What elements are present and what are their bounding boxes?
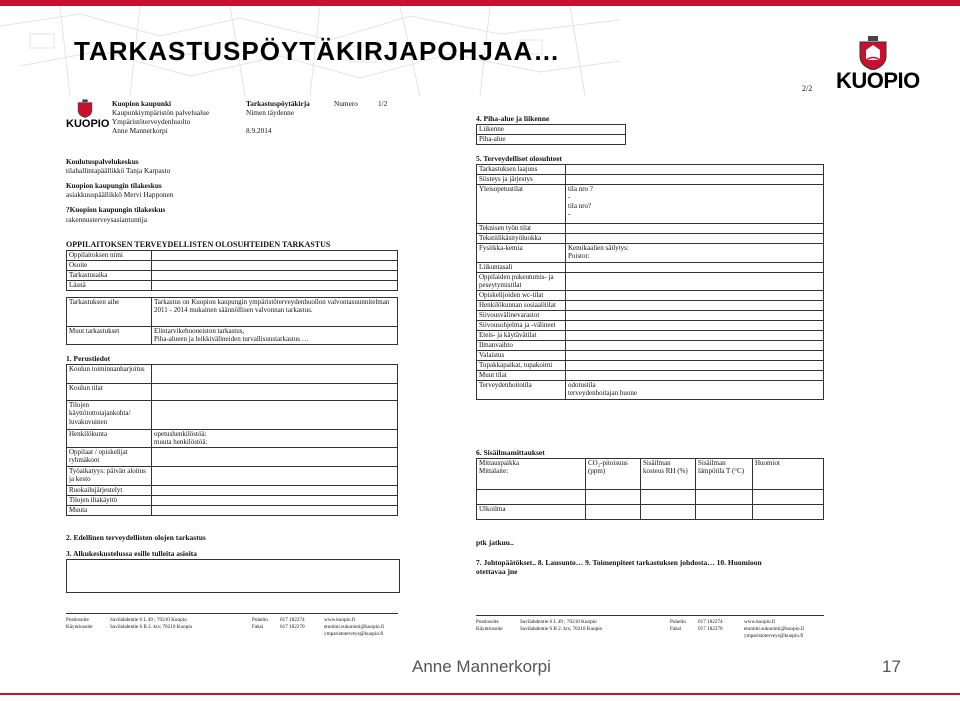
recipient-person: tilahallintapäällikkö Tanja Karpasto <box>66 166 171 176</box>
doc-logo-wordmark: KUOPIO <box>66 118 110 130</box>
condition-value <box>566 310 824 320</box>
footer-address: Savilahdentie 6 B 2. krs; 70210 Kuopio <box>110 624 193 630</box>
condition-label: Ilmanvaihto <box>477 340 566 350</box>
condition-value <box>566 320 824 330</box>
section3-box <box>66 559 400 593</box>
measurement-header: Mittauspaikka Mittalaite: <box>477 459 586 490</box>
basic-info-label: Oppilaat / opiskelijat ryhmäkoot <box>67 447 152 466</box>
recipient-person: rakennusterveysasiantuntija <box>66 214 148 224</box>
footer-label: Postiosoite <box>66 617 89 623</box>
condition-value: Kemikaalien säilytys: Poistot: <box>566 244 824 263</box>
basic-info-value <box>152 466 398 485</box>
basic-info-label: Ruokailujärjestelyt <box>67 485 152 495</box>
footer-rule <box>476 615 824 616</box>
condition-label: Fysiikka-kemia <box>477 244 566 263</box>
basic-info-value <box>152 447 398 466</box>
section5-title: 5. Terveydelliset olosuhteet <box>476 154 563 163</box>
footer-fax: 017 182270 <box>698 626 723 632</box>
doc-type: Tarkastuspöytäkirja <box>246 99 310 108</box>
footer-address: Savilahdentie 6 L 49 ; 70210 Kuopio <box>520 619 597 625</box>
other-inspection-item: Piha-alueen ja leikkivälineiden turvallisuustarkastus … <box>154 335 309 344</box>
info-row-label: Läsnä <box>67 281 152 291</box>
section5-table <box>476 164 824 400</box>
condition-value <box>566 330 824 340</box>
header-org-line: Anne Mannerkorpi <box>112 126 168 136</box>
condition-label: Yleisopetustilat <box>477 185 566 224</box>
info-table <box>66 250 398 291</box>
measurement-cell <box>586 505 641 520</box>
measurement-cell <box>641 505 696 520</box>
measurement-cell <box>753 490 824 505</box>
condition-value <box>566 350 824 360</box>
footer-rule <box>66 613 398 614</box>
measurement-cell <box>696 505 753 520</box>
condition-value <box>566 224 824 234</box>
recipients <box>66 157 316 224</box>
measurement-cell <box>477 490 586 505</box>
yard-row-label: Piha-alue <box>477 135 626 145</box>
condition-label: Henkilökunnan sosiaalitilat <box>477 300 566 310</box>
doc-page-number: 1/2 <box>378 99 388 108</box>
basic-info-value <box>152 365 398 384</box>
footer-address: Savilahdentie 6 L 49 ; 70210 Kuopio <box>110 617 187 623</box>
condition-label: Opiskelijoiden wc-tilat <box>477 290 566 300</box>
section4-table <box>476 124 626 145</box>
slide-number: 17 <box>882 657 901 676</box>
footer-label: Faksi <box>252 624 264 630</box>
recipient-name: Kuopion kaupungin tilakeskus <box>66 181 162 191</box>
info-row-value <box>152 281 398 291</box>
condition-value <box>566 165 824 175</box>
footer-phone: 017 182274 <box>280 617 305 623</box>
section7-title: 7. Johtopäätökset.. 8. Lausunto… 9. Toimenpiteet tarkastuksen johdosta… 10. Huomioon otettavaa jne <box>476 558 762 577</box>
section1-table <box>66 364 398 516</box>
kuopio-crest-small-icon <box>77 99 93 118</box>
inspection-table <box>66 297 398 345</box>
condition-label: Tarkastuksen laajuus <box>477 165 566 175</box>
basic-info-value <box>152 505 398 515</box>
kuopio-crest-icon <box>858 36 888 70</box>
measurement-cell <box>753 505 824 520</box>
info-row-label: Tarkastusaika <box>67 271 152 281</box>
basic-info-value <box>152 384 398 401</box>
section3-title: 3. Alkukeskustelussa esille tulleita asioita <box>66 549 198 558</box>
condition-value <box>566 340 824 350</box>
condition-label: Terveydenhoitotila <box>477 380 566 399</box>
footer-label: Postiosoite <box>476 619 499 625</box>
section4-title: 4. Piha-alue ja liikenne <box>476 114 550 123</box>
footer-email: etunimi.sukunimi@kuopio.fi <box>324 624 385 630</box>
basic-info-label: Tilojen iltakäyttö <box>67 495 152 505</box>
footer-web: www.kuopio.fi <box>744 619 776 625</box>
measurement-header: Huomiot <box>753 459 824 490</box>
basic-info-value <box>152 401 398 430</box>
condition-label: Eteis- ja käytävätilat <box>477 330 566 340</box>
condition-value: odotustila terveydenhoitajan huone <box>566 380 824 399</box>
condition-value <box>566 360 824 370</box>
continue-note: ptk jatkuu.. <box>476 538 514 547</box>
basic-info-label: Työaikatyys: päivän aloitus ja kesto <box>67 466 152 485</box>
condition-value <box>566 263 824 273</box>
info-row-label: Osoite <box>67 261 152 271</box>
doc-header-meta <box>246 99 336 135</box>
footer-label: Käyntiosoite <box>476 626 503 632</box>
condition-label: Teknisen työn tilat <box>477 224 566 234</box>
doc-name-label: Nimen täydenne <box>246 108 295 118</box>
header-org-line: Ympäristöterveydenhuolto <box>112 117 191 127</box>
other-inspections-label: Muut tarkastukset <box>67 327 152 345</box>
other-inspection-item: Elintarvikehuoneiston tarkastus, <box>154 327 245 335</box>
basic-info-label: Koulun toiminnanharjoitus <box>67 365 152 384</box>
doc-header-org <box>112 99 242 135</box>
doc-date: 8.9.2014 <box>246 126 272 136</box>
footer-label: Puhelin <box>252 617 268 623</box>
other-inspections-value <box>152 327 398 345</box>
recipient-name: Koulutuspalvelukeskus <box>66 157 139 166</box>
measurement-header: CO₂-pitoisuus (ppm) <box>586 459 641 490</box>
condition-label: Siivousohjelma ja -välineet <box>477 320 566 330</box>
section6-title: 6. Sisäilmamittaukset <box>476 448 545 457</box>
info-row-label: Oppilaitoksen nimi <box>67 251 152 261</box>
basic-info-value: opetushenkilöstöä: muuta henkilöstöä: <box>152 430 398 448</box>
basic-info-label: Tilojen käyttötottotajankohta/ luvakuvuinen <box>67 401 152 430</box>
footer-email: etunimi.sukunimi@kuopio.fi <box>744 626 805 632</box>
info-row-value <box>152 251 398 261</box>
footer-fax: 017 182270 <box>280 624 305 630</box>
condition-label: Siivousvälinevarastot <box>477 310 566 320</box>
recipient-name: ?Kuopion kaupungin tilakeskus <box>66 205 166 215</box>
condition-value <box>566 175 824 185</box>
section6-table <box>476 458 824 520</box>
condition-value <box>566 290 824 300</box>
basic-info-value <box>152 495 398 505</box>
footer-label: Puhelin <box>670 619 686 625</box>
condition-label: Valaistus <box>477 350 566 360</box>
footer-email-dept: ymparistoterveys@kuopio.fi <box>744 633 804 639</box>
measurement-cell <box>641 490 696 505</box>
yard-row-label: Liikenne <box>477 125 626 135</box>
condition-label: Tupakkapaikat, tupakointi <box>477 360 566 370</box>
basic-info-value <box>152 485 398 495</box>
header-org-line: Kaupunkiympäristön palvelualue <box>112 108 210 118</box>
condition-label: Oppilaiden pukeutumis- ja peseytymistilat <box>477 273 566 291</box>
kuopio-logo-wordmark: KUOPIO <box>836 68 920 93</box>
header-org-line: Kuopion kaupunki <box>112 99 172 108</box>
footer-label: Faksi <box>670 626 682 632</box>
condition-value <box>566 234 824 244</box>
condition-label: Siisteys ja järjestys <box>477 175 566 185</box>
kuopio-logo <box>836 36 920 94</box>
doc-number-label: Numero <box>334 99 358 108</box>
footer-label: Käyntiosoite <box>66 624 93 630</box>
info-row-value <box>152 271 398 281</box>
measurement-cell <box>696 490 753 505</box>
section2-title: 2. Edellinen terveydellisten olojen tarkastus <box>66 533 206 542</box>
measurement-header: Sisäilman lämpötila T (°C) <box>696 459 753 490</box>
condition-value <box>566 370 824 380</box>
slide-title: TARKASTUSPÖYTÄKIRJAPOHJAA… <box>74 36 561 66</box>
measurement-outdoor-label: Ulkoilma <box>477 505 586 520</box>
main-heading: OPPILAITOKSEN TERVEYDELLISTEN OLOSUHTEIDEN TARKASTUS <box>66 240 331 249</box>
bottom-accent-line <box>0 693 960 695</box>
inspection-basis-text: Tarkastus on Kuopion kaupungin ympäristöterveydenhuollon valvontasuunnitelman 2011 - 2014 mukainen säännöllisen valvonnan tarkastus. <box>152 298 398 327</box>
condition-value: tila nro ? - tila nro? - <box>566 185 824 224</box>
condition-value <box>566 300 824 310</box>
doc-kuopio-logo <box>66 99 110 132</box>
doc-page-number: 2/2 <box>802 84 813 93</box>
footer-phone: 017 182274 <box>698 619 723 625</box>
section1-title: 1. Perustiedot <box>66 354 111 363</box>
footer-address: Savilahdentie 6 B 2. krs; 70210 Kuopio <box>520 626 603 632</box>
condition-label: Muut tilat <box>477 370 566 380</box>
condition-value <box>566 273 824 291</box>
basic-info-label: Koulun tilat <box>67 384 152 401</box>
condition-label: Liikuntasali <box>477 263 566 273</box>
footer-email-dept: ymparistoterveys@kuopio.fi <box>324 631 384 637</box>
basic-info-label: Muuta <box>67 505 152 515</box>
measurement-header: Sisäilman kosteus RH (%) <box>641 459 696 490</box>
condition-label: Tekstiilikäsityöluokka <box>477 234 566 244</box>
inspection-basis-label: Tarkastuksen aihe <box>67 298 152 327</box>
info-row-value <box>152 261 398 271</box>
basic-info-label: Henkilökunta <box>67 430 152 448</box>
recipient-person: asiakkuuspäällikkö Mervi Happonen <box>66 190 174 200</box>
measurement-cell <box>586 490 641 505</box>
footer-web: www.kuopio.fi <box>324 617 356 623</box>
presenter-name: Anne Mannerkorpi <box>412 657 551 676</box>
